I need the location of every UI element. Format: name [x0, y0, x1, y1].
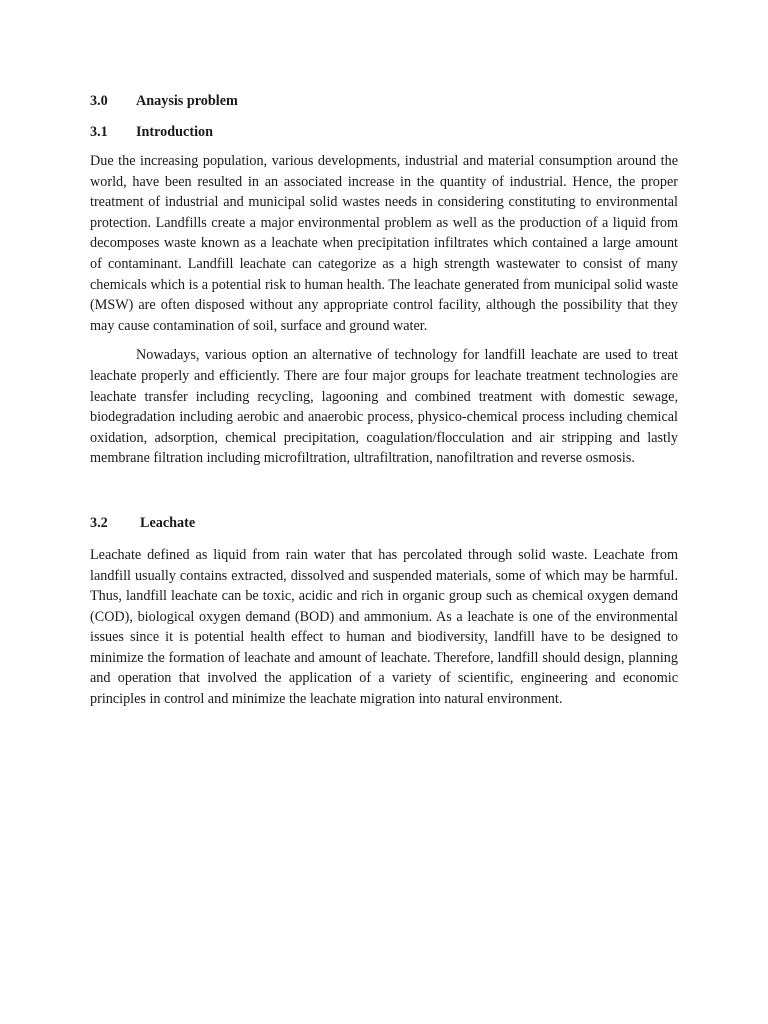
introduction-paragraph-1: Due the increasing population, various developments, industrial and material consumption around the world, have been resulted in an associated increase in the quantity of industrial. Hence, the proper treatment of industrial and municipal solid wastes needs in considering constituting to environmental protection. Landfills create a major environmental problem as well as the production of a liquid from decomposes waste known as a leachate when precipitation infiltrates which contained a large amount of contaminant. Landfill leachate can categorize as a high strength wastewater to consist of many chemicals which is a potential risk to human health. The leachate generated from municipal solid waste (MSW) are often disposed without any appropriate control facility, although the possibility that they may cause contamination of soil, surface and ground water. [90, 153, 678, 334]
section-title: Leachate [140, 514, 196, 531]
section-number: 3.1 [90, 124, 108, 140]
section-number: 3.2 [90, 514, 108, 531]
section-heading-3-1 [90, 121, 678, 143]
section-number: 3.0 [90, 93, 108, 109]
leachate-paragraph: Leachate defined as liquid from rain water that has percolated through solid waste. Leachate from landfill usually contains extracted, dissolved and suspended materials, some of which may be harmful. Thus, landfill leachate can be toxic, acidic and rich in organic group such as chemical oxygen demand (COD), biological oxygen demand (BOD) and ammonium. As a leachate is one of the environmental issues since it is potential health effect to human and biodiversity, landfill have to be designed to minimize the formation of leachate and amount of leachate. Therefore, landfill should design, planning and operation that involved the application of a variety of scientific, engineering and economic principles in control and minimize the leachate migration into natural environment. [90, 546, 678, 708]
section-title: Anaysis problem [136, 93, 238, 109]
section-heading-3-2 [90, 512, 678, 534]
document-page [90, 90, 678, 710]
introduction-paragraph-2: Nowadays, various option an alternative of technology for landfill leachate are used to treat leachate properly and efficiently. There are four major groups for leachate treatment technologies are leachate transfer including recycling, lagooning and combined treatment with domestic sewage, biodegradation including aerobic and anaerobic process, physico-chemical process including chemical oxidation, adsorption, chemical precipitation, coagulation/flocculation and air stripping and lastly membrane filtration including microfiltration, ultrafiltration, nanofiltration and reverse osmosis. [90, 347, 678, 467]
section-title: Introduction [136, 124, 213, 140]
section-heading-3-0 [90, 90, 678, 112]
